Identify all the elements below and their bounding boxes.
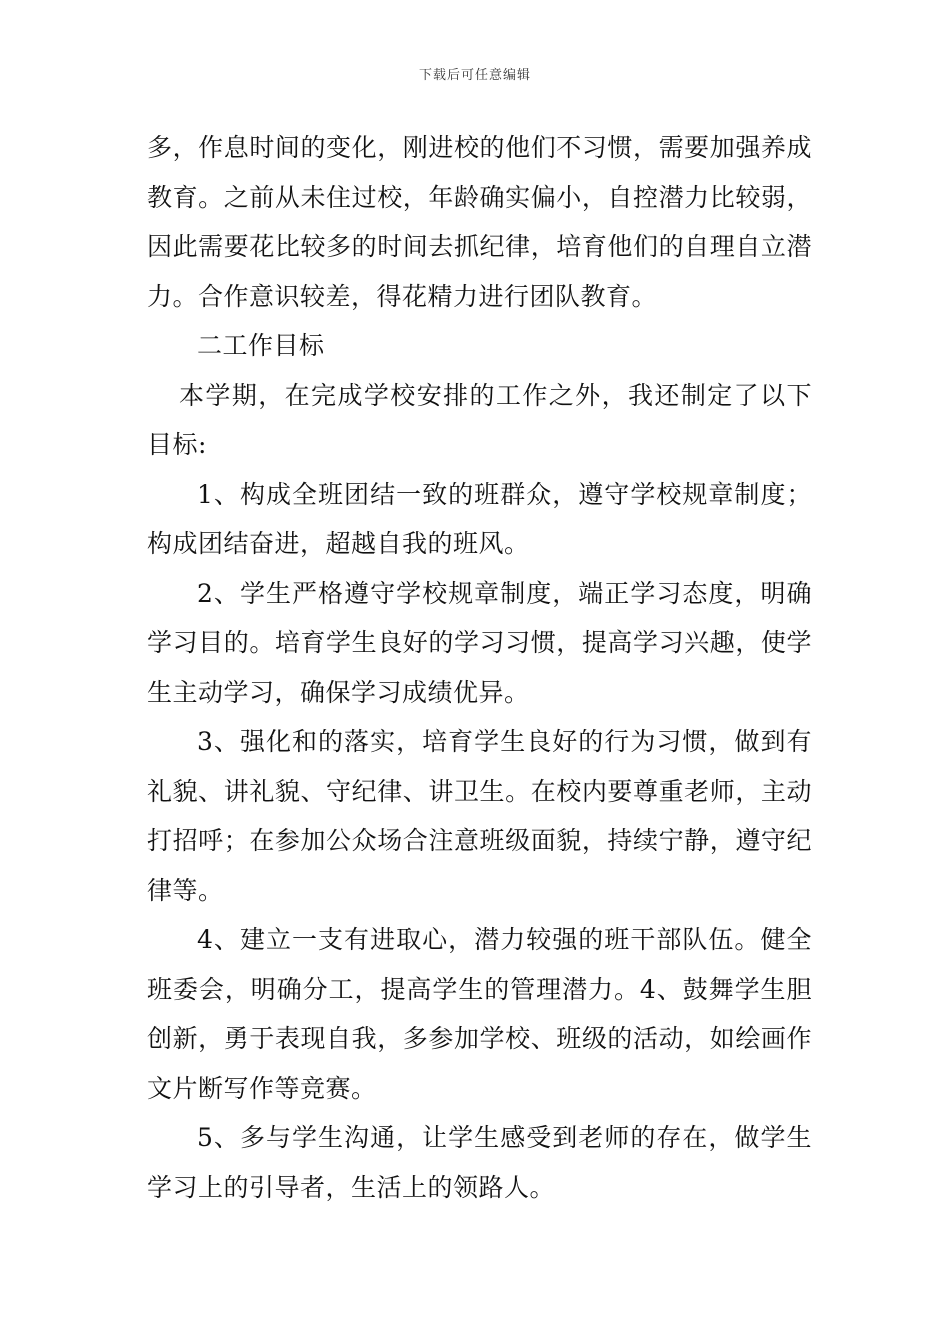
paragraph-continuation: 多，作息时间的变化，刚进校的他们不习惯，需要加强养成教育。之前从未住过校，年龄确实偏小，自控潜力比较弱，因此需要花比较多的时间去抓纪律，培育他们的自理自立潜力。合作意识较差，得花精力进行团队教育。 xyxy=(147,133,812,311)
section-heading: 二工作目标 xyxy=(197,331,325,360)
list-item-1: 1、构成全班团结一致的班群众，遵守学校规章制度；构成团结奋进，超越自我的班风。 xyxy=(147,479,812,558)
list-item-4: 4、建立一支有进取心，潜力较强的班干部队伍。健全班委会，明确分工，提高学生的管理潜力。4、鼓舞学生胆创新，勇于表现自我，多参加学校、班级的活动，如绘画作文片断写作等竞赛。 xyxy=(147,925,812,1103)
list-item-2: 2、学生严格遵守学校规章制度，端正学习态度，明确学习目的。培育学生良好的学习习惯，提高学习兴趣，使学生主动学习，确保学习成绩优异。 xyxy=(147,578,812,707)
header-note: 下载后可任意编辑 xyxy=(418,68,531,83)
document-body xyxy=(147,123,812,1212)
list-item-5: 5、多与学生沟通，让学生感受到老师的存在，做学生学习上的引导者，生活上的领路人。 xyxy=(147,1123,812,1202)
paragraph-intro: 本学期，在完成学校安排的工作之外，我还制定了以下目标: xyxy=(147,380,812,459)
list-item-3: 3、强化和的落实，培育学生良好的行为习惯，做到有礼貌、讲礼貌、守纪律、讲卫生。在校内要尊重老师，主动打招呼；在参加公众场合注意班级面貌，持续宁静，遵守纪律等。 xyxy=(147,727,812,905)
